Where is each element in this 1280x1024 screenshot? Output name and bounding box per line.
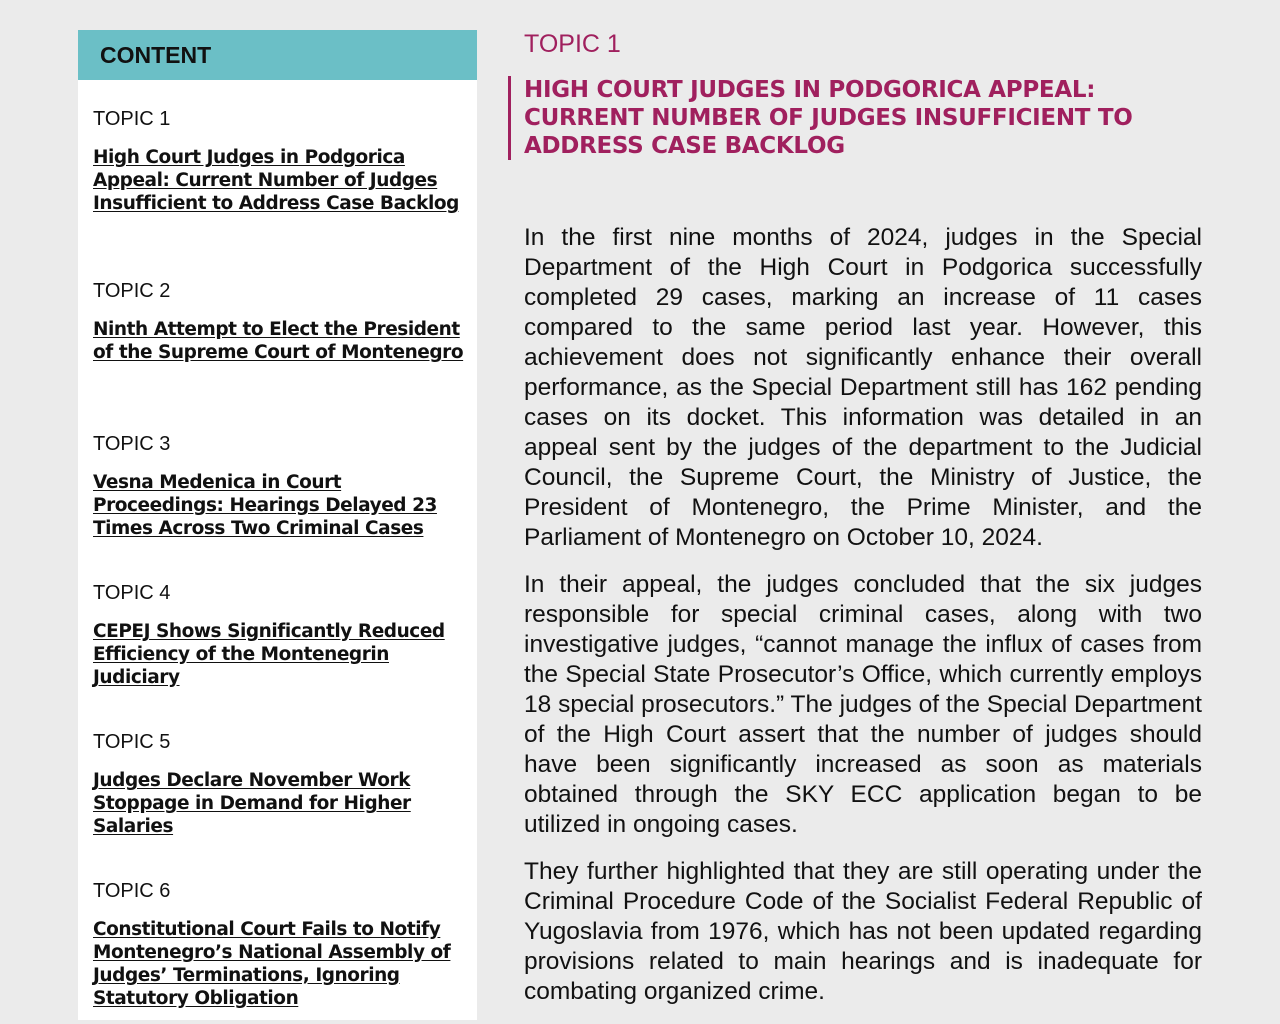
toc-header <box>78 30 477 80</box>
toc-header-label: CONTENT <box>100 41 212 68</box>
toc-link-topic-5[interactable]: Judges Declare November Work Stoppage in Demand for Higher Salaries <box>93 770 411 837</box>
article-paragraph-1: In the first nine months of 2024, judges in the Special Department of the High Court in Podgorica successfully completed 29 cases, marking an increase of 11 cases compared to the same period last year. However, this achievement does not significantly enhance their overall performance, as the Special Department still has 162 pending cases on its docket. This information was detailed in an appeal sent by the judges of the department to the Judicial Council, the Supreme Court, the Ministry of Justice, the President of Montenegro, the Prime Minister, and the Parliament of Montenegro on October 10, 2024. <box>524 224 1202 551</box>
toc-entry-topic-6 <box>93 880 473 1010</box>
toc-entry-topic-5 <box>93 731 473 838</box>
toc-topic-number: TOPIC 1 <box>93 108 171 130</box>
toc-entry-topic-3 <box>93 433 473 540</box>
toc-link-topic-6[interactable]: Constitutional Court Fails to Notify Montenegro’s National Assembly of Judges’ Terminations, Ignoring Statutory Obligation <box>93 919 451 1009</box>
toc-link-topic-4[interactable]: CEPEJ Shows Significantly Reduced Efficiency of the Montenegrin Judiciary <box>93 621 445 688</box>
toc-link-topic-2[interactable]: Ninth Attempt to Elect the President of the Supreme Court of Montenegro <box>93 319 464 363</box>
toc-entry-topic-4 <box>93 582 473 689</box>
toc-topic-number: TOPIC 5 <box>93 731 171 753</box>
toc-entry-topic-1 <box>93 108 473 215</box>
toc-link-topic-3[interactable]: Vesna Medenica in Court Proceedings: Hearings Delayed 23 Times Across Two Criminal Cases <box>93 472 437 539</box>
toc-topic-number: TOPIC 2 <box>93 280 171 302</box>
table-of-contents <box>78 30 477 1020</box>
toc-topic-number: TOPIC 3 <box>93 433 171 455</box>
article-topic-label: TOPIC 1 <box>524 30 621 58</box>
toc-entry-topic-2 <box>93 280 473 364</box>
article-paragraph-3: They further highlighted that they are still operating under the Criminal Procedure Code of the Socialist Federal Republic of Yugoslavia from 1976, which has not been updated regarding provisions related to main hearings and is inadequate for combating organized crime. <box>524 858 1202 1005</box>
toc-topic-number: TOPIC 4 <box>93 582 171 604</box>
title-accent-bar <box>508 76 511 160</box>
toc-topic-number: TOPIC 6 <box>93 880 171 902</box>
toc-link-topic-1[interactable]: High Court Judges in Podgorica Appeal: Current Number of Judges Insufficient to Address Case Backlog <box>93 147 459 214</box>
article-body <box>524 223 1202 1024</box>
article-paragraph-2: In their appeal, the judges concluded that the six judges responsible for special criminal cases, along with two investigative judges, “cannot manage the influx of cases from the Special State Prosecutor’s Office, which currently employs 18 special prosecutors.” The judges of the Special Department of the High Court assert that the number of judges should have been significantly increased as soon as materials obtained through the SKY ECC application began to be utilized in ongoing cases. <box>524 571 1202 838</box>
article-title: HIGH COURT JUDGES IN PODGORICA APPEAL: CURRENT NUMBER OF JUDGES INSUFFICIENT TO ADDRESS CASE BACKLOG <box>524 77 1133 159</box>
